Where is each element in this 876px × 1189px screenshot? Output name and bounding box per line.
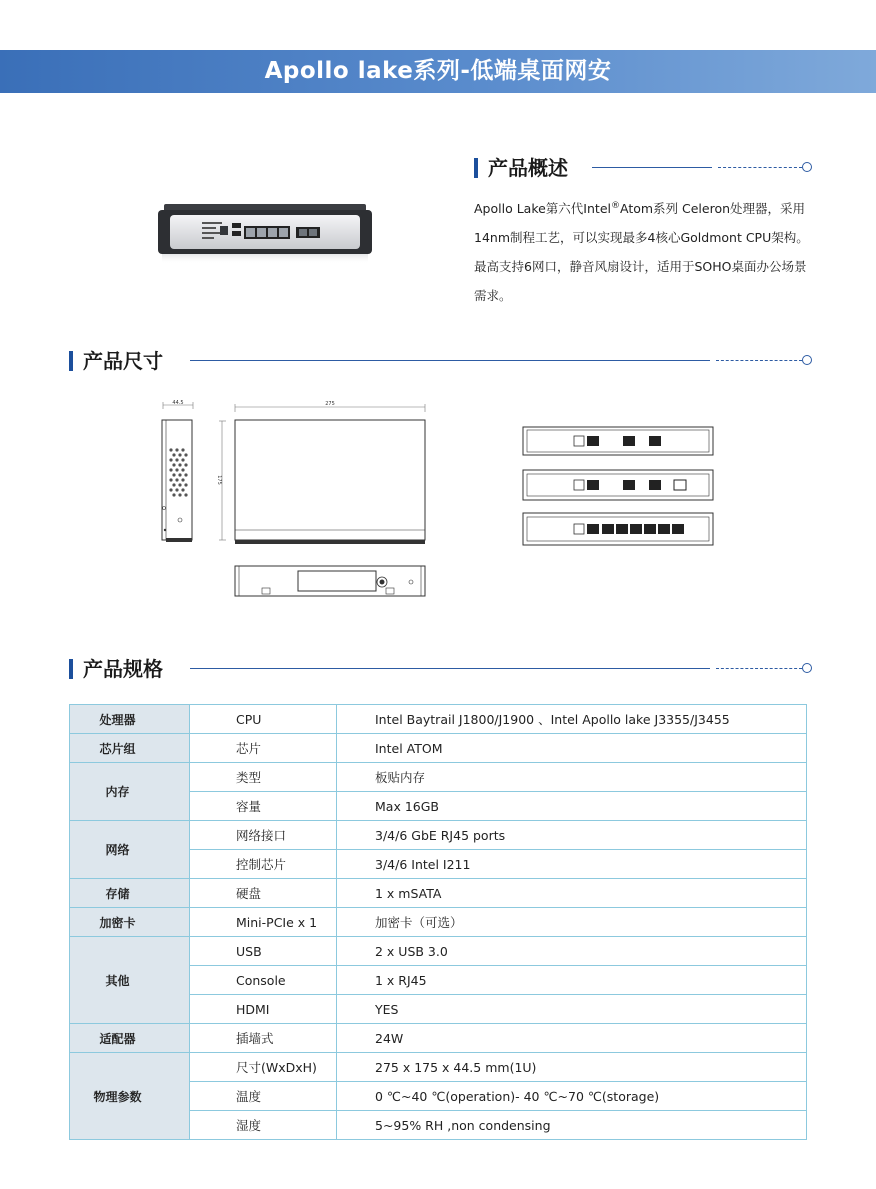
spec-item: Mini-PCIe x 1 [190,908,337,937]
spec-value: 2 x USB 3.0 [337,937,807,966]
spec-value: 1 x RJ45 [337,966,807,995]
spec-value: 0 ℃~40 ℃(operation)- 40 ℃~70 ℃(storage) [337,1082,807,1111]
spec-category: 物理参数 [70,1053,190,1140]
spec-item: Console [190,966,337,995]
specs-heading [69,656,814,682]
spec-category: 芯片组 [70,734,190,763]
table-row [70,908,807,937]
front-view-drawing [232,564,428,600]
specs-title: 产品规格 [83,657,163,681]
width-dimension-label: 275 [325,401,335,407]
dimensions-heading [69,348,814,374]
table-row [70,734,807,763]
dimensions-title: 产品尺寸 [83,349,163,373]
table-row [70,705,807,734]
spec-category: 网络 [70,821,190,879]
spec-value: Intel Baytrail J1800/J1900 、Intel Apollo lake J3355/J3455 [337,705,807,734]
product-photo [150,190,380,266]
spec-item: HDMI [190,995,337,1024]
spec-item: 网络接口 [190,821,337,850]
spec-table [69,704,807,1140]
spec-category: 其他 [70,937,190,1024]
page-title-banner [0,50,876,93]
overview-title: 产品概述 [488,156,568,180]
overview-text: Apollo Lake第六代Intel®Atom系列 Celeron处理器，采用14nm制程工艺，可以实现最多4核心Goldmont CPU架构。最高支持6网口，静音风扇设计，适用于SOHO桌面办公场景需求。 [474,201,809,304]
spec-item: USB [190,937,337,966]
spec-value: 24W [337,1024,807,1053]
spec-item: 插墙式 [190,1024,337,1053]
side-view-drawing [156,398,200,546]
spec-item: 容量 [190,792,337,821]
spec-value: YES [337,995,807,1024]
spec-value: 3/4/6 Intel I211 [337,850,807,879]
table-row [70,937,807,966]
spec-category: 适配器 [70,1024,190,1053]
table-row [70,1053,807,1082]
spec-category: 加密卡 [70,908,190,937]
spec-value: 3/4/6 GbE RJ45 ports [337,821,807,850]
spec-item: 尺寸(WxDxH) [190,1053,337,1082]
page-title: Apollo lake系列-低端桌面网安 [264,58,612,84]
spec-value: 加密卡（可选） [337,908,807,937]
port-panel-variant-1 [522,426,716,458]
spec-category: 内存 [70,763,190,821]
table-row [70,879,807,908]
spec-category: 存储 [70,879,190,908]
table-row [70,821,807,850]
spec-value: Intel ATOM [337,734,807,763]
spec-item: 湿度 [190,1111,337,1140]
spec-item: 类型 [190,763,337,792]
spec-item: 控制芯片 [190,850,337,879]
port-panel-variant-3 [522,512,716,548]
top-view-drawing [214,398,434,548]
table-row [70,763,807,792]
overview-heading [474,155,814,181]
spec-value: 板贴内存 [337,763,807,792]
spec-value: 1 x mSATA [337,879,807,908]
height-dimension-label: 175 [216,475,222,485]
spec-value: Max 16GB [337,792,807,821]
spec-value: 275 x 175 x 44.5 mm(1U) [337,1053,807,1082]
port-panel-variant-2 [522,469,716,503]
depth-dimension-label: 44.5 [172,400,184,406]
spec-item: CPU [190,705,337,734]
spec-category: 处理器 [70,705,190,734]
spec-item: 芯片 [190,734,337,763]
spec-value: 5~95% RH ,non condensing [337,1111,807,1140]
spec-item: 温度 [190,1082,337,1111]
spec-item: 硬盘 [190,879,337,908]
table-row [70,1024,807,1053]
registered-mark: ® [610,201,620,211]
